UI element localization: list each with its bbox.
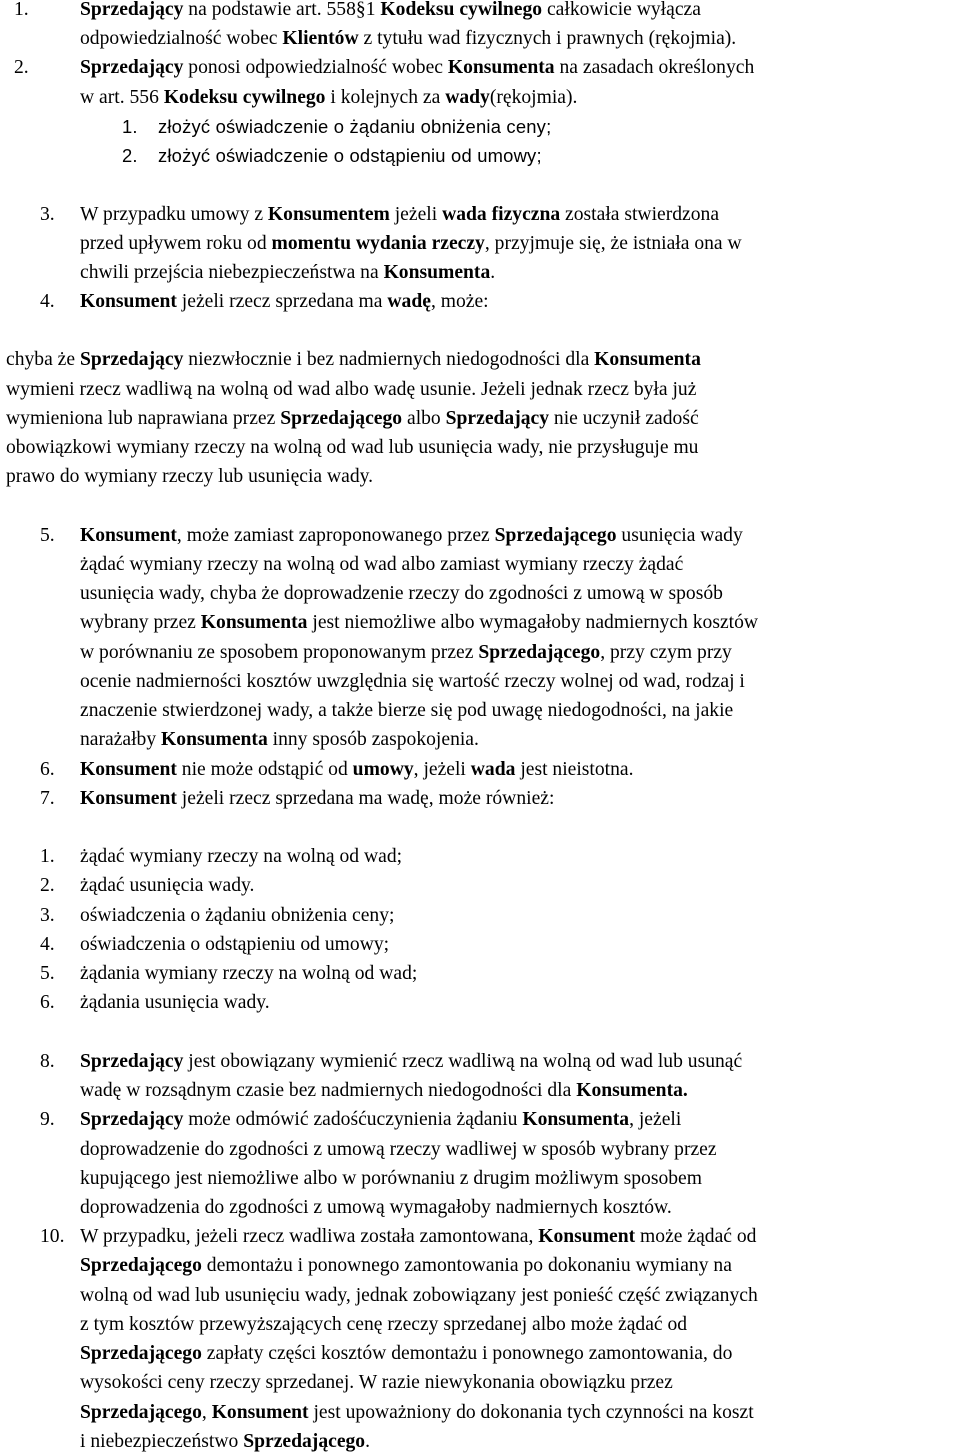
text-run: W przypadku, jeżeli rzecz wadliwa została zamontowana, [80,1226,539,1247]
bold-text: Konsument [80,759,177,780]
item-5-line-4 [80,608,758,637]
item-10-number: 10. [40,1226,65,1247]
list-item-4-number: 4. [40,934,55,955]
text-run: w porównaniu ze sposobem proponowanym przez [80,642,479,663]
text-run: nie może odstąpić od [176,759,353,780]
item-10-line-6 [80,1368,673,1397]
bold-text: Sprzedający [80,0,184,20]
item-2-number: 2. [14,57,29,78]
text-run: obowiązkowi wymiany rzeczy na wolną od wad lub usunięcia wady, nie przysługuje mu [6,437,699,458]
item-10-line-2 [80,1251,732,1280]
bold-text: Sprzedającego [280,408,403,429]
bold-text: Konsument [80,291,177,312]
text-run: niezwłocznie i bez nadmiernych niedogodności dla [183,349,595,370]
bold-text: wada [470,759,516,780]
paragraph-line-2 [6,375,696,404]
bold-text: Kodeksu cywilnego [163,87,326,108]
text-run: zapłaty części kosztów demontażu i ponownego zamontowania, do [201,1343,733,1364]
item-5-line-8 [80,725,479,754]
item-6-line-1 [80,755,634,784]
bold-text: Konsumenta [594,349,701,370]
text-run: i niebezpieczeństwo [80,1431,244,1452]
item-1-line-2 [80,24,736,53]
item-8-number: 8. [40,1051,55,1072]
item-2-sub-2-text: złożyć oświadczenie o odstąpieniu od umowy; [158,145,542,166]
bold-text: Sprzedającego [80,1255,202,1276]
text-run: , jeżeli [413,759,471,780]
bold-text: momentu wydania rzeczy [271,233,485,254]
text-run: na podstawie art. 558 [183,0,356,20]
item-5-line-7 [80,696,733,725]
paragraph-line-4 [6,433,698,462]
text-run: jest upoważniony do dokonania tych czynności na koszt [308,1402,754,1423]
text-run: ocenie nadmierności kosztów uwzględnia się wartość rzeczy wolnej od wad, rodzaj i [80,671,745,692]
bold-text: Konsumenta [200,612,308,633]
bold-text: Konsument [80,525,177,546]
text-run: doprowadzenie do zgodności z umową rzeczy wadliwej w sposób wybrany przez [80,1139,717,1160]
text-run: . [365,1431,371,1452]
text-run: (rękojmia). [489,87,578,108]
bold-text: Sprzedającego [478,642,601,663]
list-item-3-text: oświadczenia o żądaniu obniżenia ceny; [80,905,395,926]
text-run: na zasadach określonych [554,57,755,78]
item-2-sub-1-number: 1. [122,116,138,137]
text-run: wysokości ceny rzeczy sprzedanej. W razie niewykonania obowiązku przez [80,1372,673,1393]
text-run: znaczenie stwierdzonej wady, a także bierze się pod uwagę niedogodności, na jakie [80,700,734,721]
item-7-number: 7. [40,788,55,809]
bold-text: Sprzedający [445,408,550,429]
item-1-line-1 [80,0,701,24]
text-run: . [490,262,496,283]
text-run: , może zamiast zaproponowanego przez [176,525,495,546]
item-10-line-1 [80,1222,756,1251]
text-run: chyba że [6,349,80,370]
list-item-4-text: oświadczenia o odstąpieniu od umowy; [80,934,390,955]
bold-text: Konsument [80,788,177,809]
list-item-1-number: 1. [40,846,55,867]
item-10-line-4 [80,1310,687,1339]
bold-text: wady [445,87,490,108]
text-run: , może: [430,291,489,312]
item-5-number: 5. [40,525,55,546]
bold-text: Sprzedającego [80,1402,202,1423]
text-run: przed upływem roku od [80,233,272,254]
text-run: jest niemożliwe albo wymagałoby nadmiernych kosztów [307,612,759,633]
text-run: odpowiedzialność wobec [80,28,283,49]
bold-text: Sprzedający [79,349,184,370]
text-run: wymieniona lub naprawiana przez [6,408,281,429]
list-item-2-text: żądać usunięcia wady. [80,875,255,896]
item-4-number: 4. [40,291,55,312]
text-run: W przypadku umowy z [80,204,268,225]
item-9-line-1 [80,1105,681,1134]
text-run: , przyjmuje się, że istniała ona w [484,233,742,254]
text-run: narażałby [80,729,162,750]
list-item-6-number: 6. [40,992,55,1013]
bold-text: Sprzedającego [80,1343,202,1364]
text-run: wybrany przez [80,612,201,633]
item-9-line-2 [80,1135,717,1164]
item-2-line-2 [80,83,577,112]
text-run: 1 [365,0,381,20]
text-run: prawo do wymiany rzeczy lub usunięcia wady. [6,466,374,487]
bold-text: Sprzedający [80,1109,184,1130]
text-run: wymieni rzecz wadliwą na wolną od wad albo wadę usunie. Jeżeli jednak rzecz była już [6,379,697,400]
item-7-line-1 [80,784,554,813]
item-5-line-2 [80,550,683,579]
bold-text: Sprzedający [80,1051,184,1072]
paragraph-line-1 [6,345,701,374]
item-3-line-1 [80,200,719,229]
bold-text: wadę [387,291,431,312]
text-run: , przy czym przy [600,642,732,663]
text-run: może żądać od [635,1226,757,1247]
bold-text: umowy [352,759,414,780]
text-run: całkowicie wyłącza [542,0,701,20]
text-run: jest nieistotna. [515,759,634,780]
text-run: usunięcia wady, chyba że doprowadzenie rzeczy do zgodności z umową w sposób [80,583,723,604]
item-9-line-4 [80,1193,672,1222]
item-3-number: 3. [40,204,55,225]
item-8-line-2 [80,1076,688,1105]
item-5-line-3 [80,579,723,608]
bold-text: Konsument [211,1402,309,1423]
bold-text: Konsumenta. [576,1080,688,1101]
text-run: demontażu i ponownego zamontowania po dokonaniu wymiany na [201,1255,732,1276]
text-run: doprowadzenia do zgodności z umową wymagałoby nadmiernych kosztów. [80,1197,672,1218]
text-run: kupującego jest niemożliwe albo w porównaniu z drugim możliwym sposobem [80,1168,702,1189]
item-2-line-1 [80,53,754,82]
text-run: jest obowiązany wymienić rzecz wadliwą na wolną od wad lub usunąć [183,1051,743,1072]
list-item-3-number: 3. [40,905,55,926]
text-run: wadę w rozsądnym czasie bez nadmiernych niedogodności dla [80,1080,577,1101]
list-item-5-text: żądania wymiany rzeczy na wolną od wad; [80,963,418,984]
item-8-line-1 [80,1047,742,1076]
bold-text: Sprzedającego [494,525,617,546]
text-run: nie uczynił zadość [549,408,699,429]
bold-text: Konsumenta [447,57,555,78]
item-2-sub-1-text: złożyć oświadczenie o żądaniu obniżenia ceny; [158,116,552,137]
text-run: , jeżeli [629,1109,682,1130]
text-run: z tym kosztów przewyższających cenę rzeczy sprzedanej albo może żądać od [80,1314,688,1335]
text-run: jeżeli rzecz sprzedana ma [176,291,388,312]
item-5-line-6 [80,667,745,696]
bold-text: Sprzedający [80,57,184,78]
item-3-line-2 [80,229,742,258]
text-run: i kolejnych za [325,87,446,108]
item-10-line-5 [80,1339,732,1368]
text-run: jeżeli rzecz sprzedana ma wadę, może również: [176,788,555,809]
paragraph-line-5 [6,462,373,491]
bold-text: wada fizyczna [442,204,561,225]
bold-text: Konsument [538,1226,636,1247]
text-run: żądać wymiany rzeczy na wolną od wad albo zamiast wymiany rzeczy żądać [80,554,684,575]
item-9-line-3 [80,1164,702,1193]
bold-text: Konsumenta [383,262,491,283]
item-5-line-5 [80,638,732,667]
text-run: inny sposób zaspokojenia. [267,729,479,750]
text-run: została stwierdzona [560,204,720,225]
list-item-5-number: 5. [40,963,55,984]
list-item-6-text: żądania usunięcia wady. [80,992,270,1013]
item-9-number: 9. [40,1109,55,1130]
item-5-line-1 [80,521,743,550]
item-6-number: 6. [40,759,55,780]
item-2-sub-2-number: 2. [122,145,138,166]
bold-text: Sprzedającego [243,1431,366,1452]
text-run: chwili przejścia niebezpieczeństwa na [80,262,384,283]
item-4-line-1 [80,287,489,316]
text-run: ponosi odpowiedzialność wobec [183,57,448,78]
item-1-number: 1. [14,0,29,20]
item-10-line-8 [80,1427,370,1456]
text-run: albo [402,408,446,429]
text-run: usunięcia wady [616,525,743,546]
item-10-line-3 [80,1281,758,1310]
bold-text: Konsumentem [267,204,390,225]
paragraph-line-3 [6,404,699,433]
list-item-2-number: 2. [40,875,55,896]
text-run: , [201,1402,212,1423]
text-run: w art. 556 [80,87,164,108]
text-run: może odmówić zadośćuczynienia żądaniu [183,1109,523,1130]
item-3-line-3 [80,258,495,287]
bold-text: Konsumenta [522,1109,630,1130]
text-run: § [355,0,366,20]
text-run: jeżeli [389,204,443,225]
list-item-1-text: żądać wymiany rzeczy na wolną od wad; [80,846,403,867]
bold-text: Klientów [282,28,359,49]
item-10-line-7 [80,1398,754,1427]
text-run: z tytułu wad fizycznych i prawnych (rękojmia). [358,28,737,49]
text-run: wolną od wad lub usunięciu wady, jednak zobowiązany jest ponieść część związanych [80,1285,758,1306]
bold-text: Konsumenta [161,729,268,750]
bold-text: Kodeksu cywilnego [380,0,543,20]
